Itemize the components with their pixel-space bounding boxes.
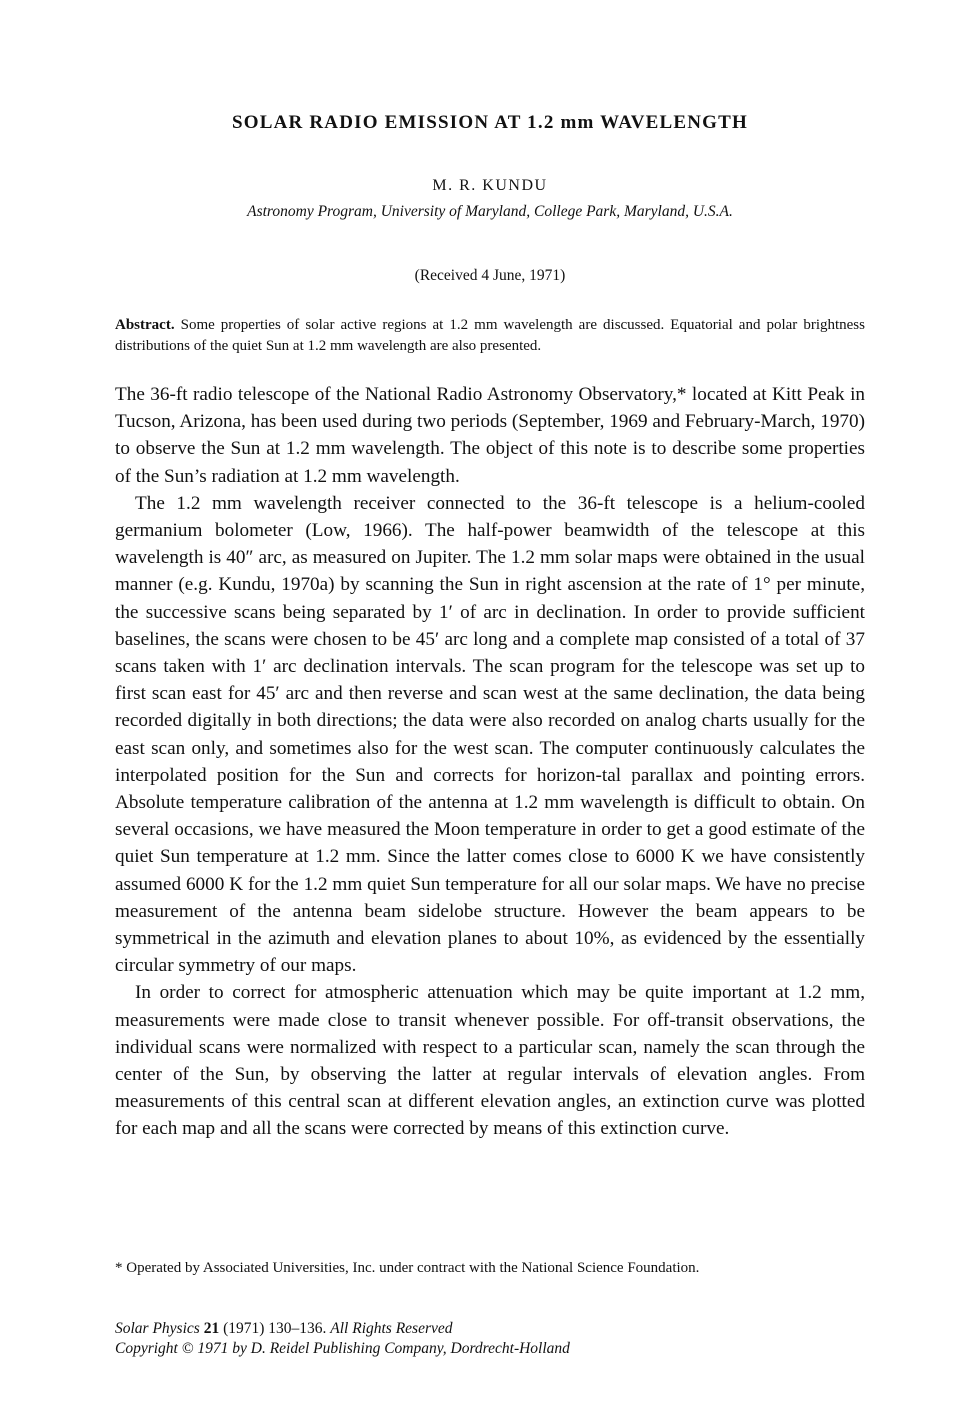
journal-details: (1971) 130–136. <box>219 1320 331 1337</box>
journal-citation <box>115 1319 865 1359</box>
received-date: (Received 4 June, 1971) <box>414 267 566 284</box>
abstract-label: Abstract. <box>115 317 175 333</box>
author-affiliation: Astronomy Program, University of Maryland, College Park, Maryland, U.S.A. <box>247 203 733 220</box>
abstract-text: Some properties of solar active regions at 1.2 mm wavelength are discussed. Equatorial and polar brightness distributions of the quiet Sun at 1.2 mm wavelength are also presented. <box>115 317 865 354</box>
body-text <box>115 381 865 1143</box>
journal-line <box>115 1319 865 1339</box>
paper-title: SOLAR RADIO EMISSION AT 1.2 mm WAVELENGTH <box>231 112 749 133</box>
paragraph-3: In order to correct for atmospheric attenuation which may be quite important at 1.2 mm, measurements were made close to transit whenever possible. For off-transit observations, the individual scans were normalized with respect to a particular scan, namely the scan through the center of the Sun, by observing the latter at regular intervals of elevation angles. From measurements of this central scan at different elevation angles, an extinction curve was plotted for each map and all the scans were corrected by means of this extinction curve. <box>115 982 865 1140</box>
journal-volume: 21 <box>203 1320 220 1337</box>
abstract <box>115 315 865 357</box>
footnote: * Operated by Associated Universities, Inc. under contract with the National Science Foundation. <box>115 1260 700 1276</box>
author-name: M. R. KUNDU <box>432 177 548 194</box>
copyright-text: Copyright © 1971 by D. Reidel Publishing Company, Dordrecht-Holland <box>115 1340 570 1357</box>
paragraph-2: The 1.2 mm wavelength receiver connected to the 36-ft telescope is a helium-cooled germanium bolometer (Low, 1966). The half-power beamwidth of the telescope at this wavelength is 40″ arc, as measured on Jupiter. The 1.2 mm solar maps were obtained in the usual manner (e.g. Kundu, 1970a) by scanning the Sun in right ascension at the rate of 1° per minute, the successive scans being separated by 1′ of arc in declination. In order to provide sufficient baselines, the scans were chosen to be 45′ arc long and a complete map consisted of a total of 37 scans taken with 1′ arc declination intervals. The scan program for the telescope was set up to first scan east for 45′ arc and then reverse and scan west at the same declination, the data being recorded digitally in both directions; the data were also recorded on analog charts usually for the east scan only, and sometimes also for the west scan. The computer continuously calculates the interpolated position for the Sun and corrects for horizon-tal parallax and pointing errors. Absolute temperature calibration of the antenna at 1.2 mm wavelength is difficult to obtain. On several occasions, we have measured the Moon temperature in order to get a good estimate of the quiet Sun temperature at 1.2 mm. Since the latter comes close to 6000 K we have consistently assumed 6000 K for the 1.2 mm quiet Sun temperature for all our solar maps. We have no precise measurement of the antenna beam sidelobe structure. However the beam appears to be symmetrical in the azimuth and elevation planes to about 10%, as evidenced by the essentially circular symmetry of our maps. <box>115 492 865 977</box>
journal-name: Solar Physics <box>115 1320 200 1337</box>
journal-rights: All Rights Reserved <box>330 1320 453 1337</box>
copyright-line <box>115 1339 865 1359</box>
paragraph-1: The 36-ft radio telescope of the National Radio Astronomy Observatory,* located at Kitt Peak in Tucson, Arizona, has been used during two periods (September, 1969 and February-March, 1970) to observe the Sun at 1.2 mm wavelength. The object of this note is to describe some properties of the Sun’s radiation at 1.2 mm wavelength. <box>115 384 865 487</box>
